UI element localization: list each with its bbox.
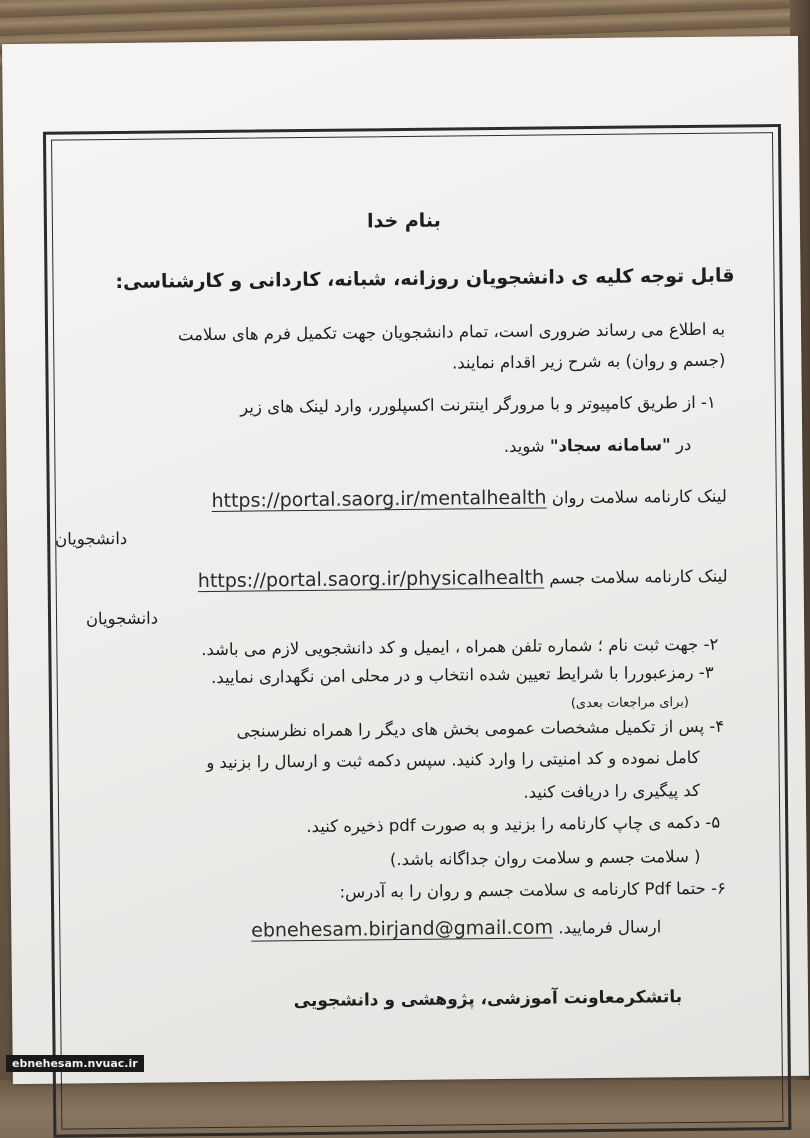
sajjad-system-name: "سامانه سجاد" (549, 435, 671, 456)
physical-health-label: لینک کارنامه سلامت جسم (549, 566, 728, 588)
item-6-line-1: ۶- حتما Pdf کارنامه ی سلامت جسم و روان را به آدرس: (339, 878, 726, 902)
item-6-line-2 (251, 915, 661, 941)
intro-line-1: به اطلاع می رساند ضروری است، تمام دانشجویان جهت تکمیل فرم های سلامت (177, 319, 726, 345)
item-3: ۳- رمزعبوررا با شرایط تعیین شده انتخاب و در محلی امن نگهداری نمایید. (211, 662, 714, 688)
item-6-suffix: ارسال فرمایید. (558, 917, 662, 938)
signature: باتشکرمعاونت آموزشی، پژوهشی و دانشجویی (293, 987, 683, 1012)
item-4-line-1: ۴- پس از تکمیل مشخصات عمومی بخش های دیگر را همراه نظرسنجی (236, 716, 725, 741)
intro-line-2: (جسم و روان) به شرح زیر اقدام نمایند. (451, 350, 726, 373)
item-1-suffix: شوید. (503, 436, 545, 456)
item-5-line-2: ( سلامت جسم و سلامت روان جداگانه باشد.) (389, 846, 701, 870)
mental-health-link[interactable]: https://portal.saorg.ir/mentalhealth (211, 486, 547, 512)
item-4-line-3: کد پیگیری را دریافت کنید. (523, 780, 700, 802)
item-3-note: (برای مراجعات بعدی) (570, 695, 690, 712)
mental-health-label-cont: دانشجویان (54, 528, 128, 549)
physical-health-link[interactable]: https://portal.saorg.ir/physicalhealth (197, 566, 545, 593)
contact-email-link[interactable]: ebnehesam.birjand@gmail.com (251, 916, 554, 942)
paper-sheet (2, 36, 809, 1084)
physical-health-label-cont: دانشجویان (85, 608, 159, 629)
item-5-line-1: ۵- دکمه ی چاپ کارنامه را بزنید و به صورت pdf ذخیره کنید. (306, 812, 721, 837)
item-2: ۲- جهت ثبت نام ؛ شماره تلفن همراه ، ایمیل و کد دانشجویی لازم می باشد. (201, 634, 719, 660)
item-1-line-2 (504, 435, 692, 456)
item-1-line-1: ۱- از طریق کامپیوتر و با مرورگر اینترنت اکسپلورر، وارد لینک های زیر (240, 392, 716, 417)
item-4-line-2: کامل نموده و کد امنیتی را وارد کنید. سپس دکمه ثبت و ارسال را بزنید و (206, 747, 700, 773)
mental-health-label: لینک کارنامه سلامت روان (551, 486, 727, 508)
item-1-prefix: در (675, 434, 692, 455)
document-title: بنام خدا (366, 209, 441, 233)
watermark-label: ebnehesam.nvuac.ir (6, 1055, 144, 1072)
notice-heading: قابل توجه کلیه ی دانشجویان روزانه، شبانه، کاردانی و کارشناسی: (115, 264, 735, 293)
